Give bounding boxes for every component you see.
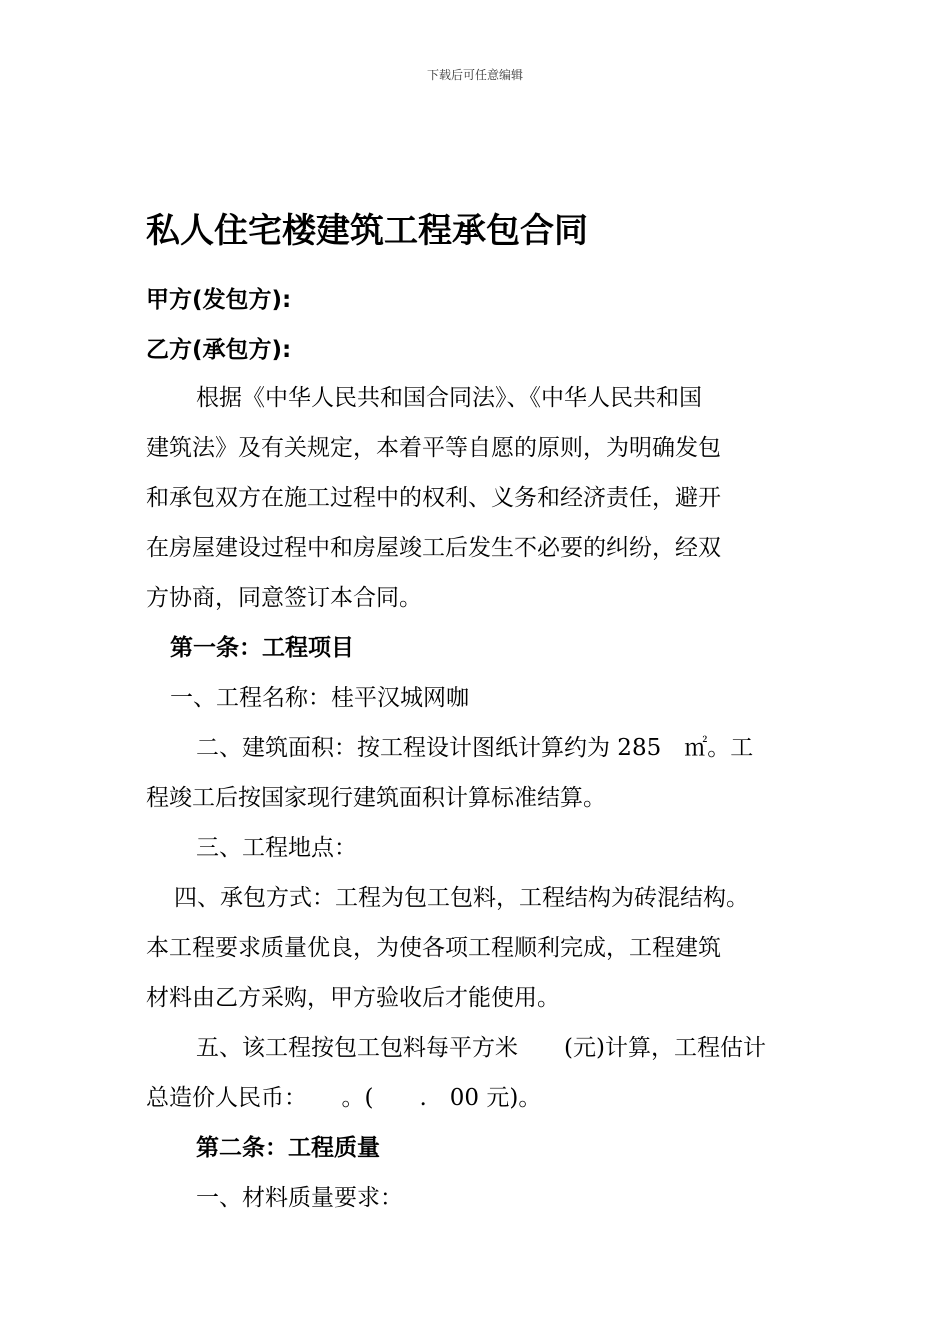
party-b-label: 乙方(承包方): <box>146 337 292 363</box>
article1-item1: 一、工程名称：桂平汉城网咖 <box>170 685 469 711</box>
preamble-line: 建筑法》及有关规定，本着平等自愿的原则，为明确发包 <box>146 435 721 461</box>
article1-item2-line: 程竣工后按国家现行建筑面积计算标准结算。 <box>146 785 606 811</box>
page-title: 私人住宅楼建筑工程承包合同 <box>146 211 588 251</box>
preamble-line: 方协商，同意签订本合同。 <box>146 585 422 611</box>
article1-item5-line: 总造价人民币： 。( . 00 元)。 <box>146 1085 542 1111</box>
preamble-line: 和承包双方在施工过程中的权利、义务和经济责任，避开 <box>146 485 721 511</box>
article1-heading: 第一条：工程项目 <box>170 635 354 661</box>
article1-item5-line: 五、该工程按包工包料每平方米 (元)计算，工程估计 <box>196 1035 766 1061</box>
party-a-label: 甲方(发包方): <box>146 287 292 313</box>
article1-item4-line: 本工程要求质量优良，为使各项工程顺利完成，工程建筑 <box>146 935 721 961</box>
article1-item4-line: 四、承包方式：工程为包工包料，工程结构为砖混结构。 <box>174 885 749 911</box>
article1-item4-line: 材料由乙方采购，甲方验收后才能使用。 <box>146 985 560 1011</box>
article1-item3: 三、工程地点： <box>196 835 357 861</box>
preamble-line: 根据《中华人民共和国合同法》、《中华人民共和国 <box>196 385 702 411</box>
article1-item2-line: 二、建筑面积：按工程设计图纸计算约为 285 ㎡。工 <box>196 735 754 761</box>
preamble-line: 在房屋建设过程中和房屋竣工后发生不必要的纠纷，经双 <box>146 535 721 561</box>
page-header-note: 下载后可任意编辑 <box>426 68 523 82</box>
article2-heading: 第二条：工程质量 <box>196 1135 380 1161</box>
article2-item1: 一、材料质量要求： <box>196 1185 403 1211</box>
